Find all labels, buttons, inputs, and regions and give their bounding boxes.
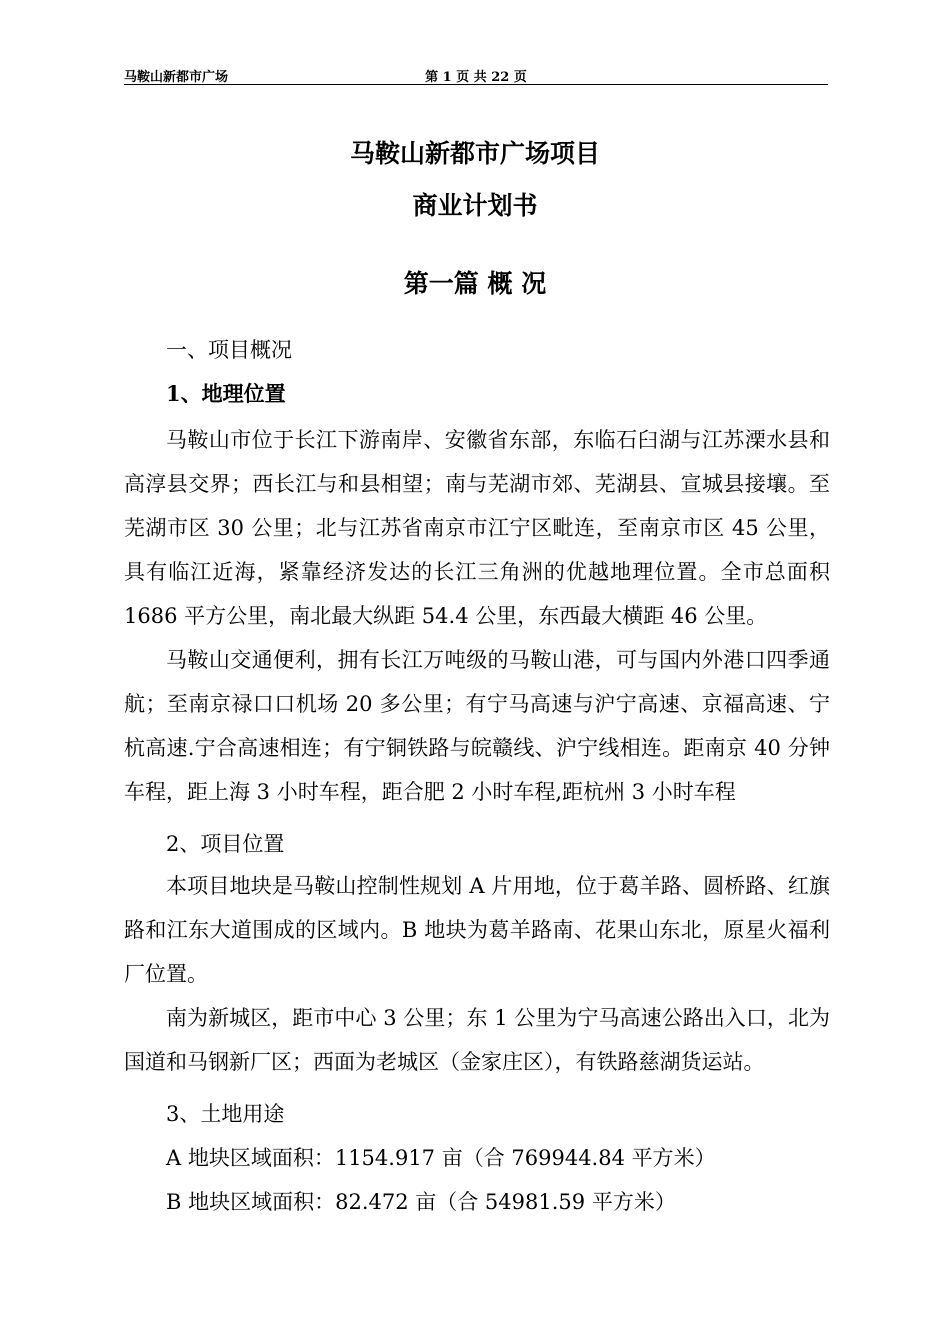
area-a-line: A 地块区域面积：1154.917 亩（合 769944.84 平方米） — [166, 1146, 716, 1170]
paragraph-transport: 马鞍山交通便利，拥有长江万吨级的马鞍山港，可与国内外港口四季通航；至南京禄口口机场 20 多公里；有宁马高速与沪宁高速、京福高速、宁杭高速.宁合高速相连；有宁铜铁路与皖赣线、沪宁线相连。距南京 40 分钟车程，距上海 3 小时车程，距合肥 2 小时车程,距杭州 3 小时车程 — [124, 648, 830, 804]
header-doc-title: 马鞍山新都市广场 — [124, 70, 229, 85]
paragraph-geography: 马鞍山市位于长江下游南岸、安徽省东部，东临石臼湖与江苏溧水县和高淳县交界；西长江与和县相望；南与芜湖市郊、芜湖县、宣城县接壤。至芜湖市区 30 公里；北与江苏省南京市江宁区毗连，至南京市区 45 公里，具有临江近海，紧靠经济发达的长江三角洲的优越地理位置。全市总面积 1686 平方公里，南北最大纵距 54.4 公里，东西最大横距 46 公里。 — [124, 428, 830, 628]
subsection-heading-land-use: 3、土地用途 — [166, 1102, 285, 1126]
section-heading-overview: 一、项目概况 — [166, 338, 292, 362]
document-subtitle: 商业计划书 — [412, 191, 538, 220]
paragraph-plot-location: 本项目地块是马鞍山控制性规划 A 片用地，位于葛羊路、圆桥路、红旗路和江东大道围成的区域内。B 地块为葛羊路南、花果山东北，原星火福利厂位置。 — [124, 874, 830, 986]
area-b-line: B 地块区域面积：82.472 亩（合 54981.59 平方米） — [166, 1190, 676, 1214]
page-header — [124, 62, 828, 85]
paragraph-surroundings: 南为新城区，距市中心 3 公里；东 1 公里为宁马高速公路出入口，北为国道和马钢新厂区；西面为老城区（金家庄区），有铁路慈湖货运站。 — [124, 1006, 830, 1074]
body-text-block-2 — [124, 864, 830, 1084]
subsection-heading-location: 1、地理位置 — [166, 381, 286, 406]
document-title: 马鞍山新都市广场项目 — [349, 139, 600, 168]
body-text-block-1 — [124, 418, 830, 814]
subsection-heading-project-location: 2、项目位置 — [166, 832, 285, 856]
chapter-heading: 第一篇 概 况 — [403, 269, 547, 298]
header-page-number: 第 1 页 共 22 页 — [425, 70, 527, 85]
